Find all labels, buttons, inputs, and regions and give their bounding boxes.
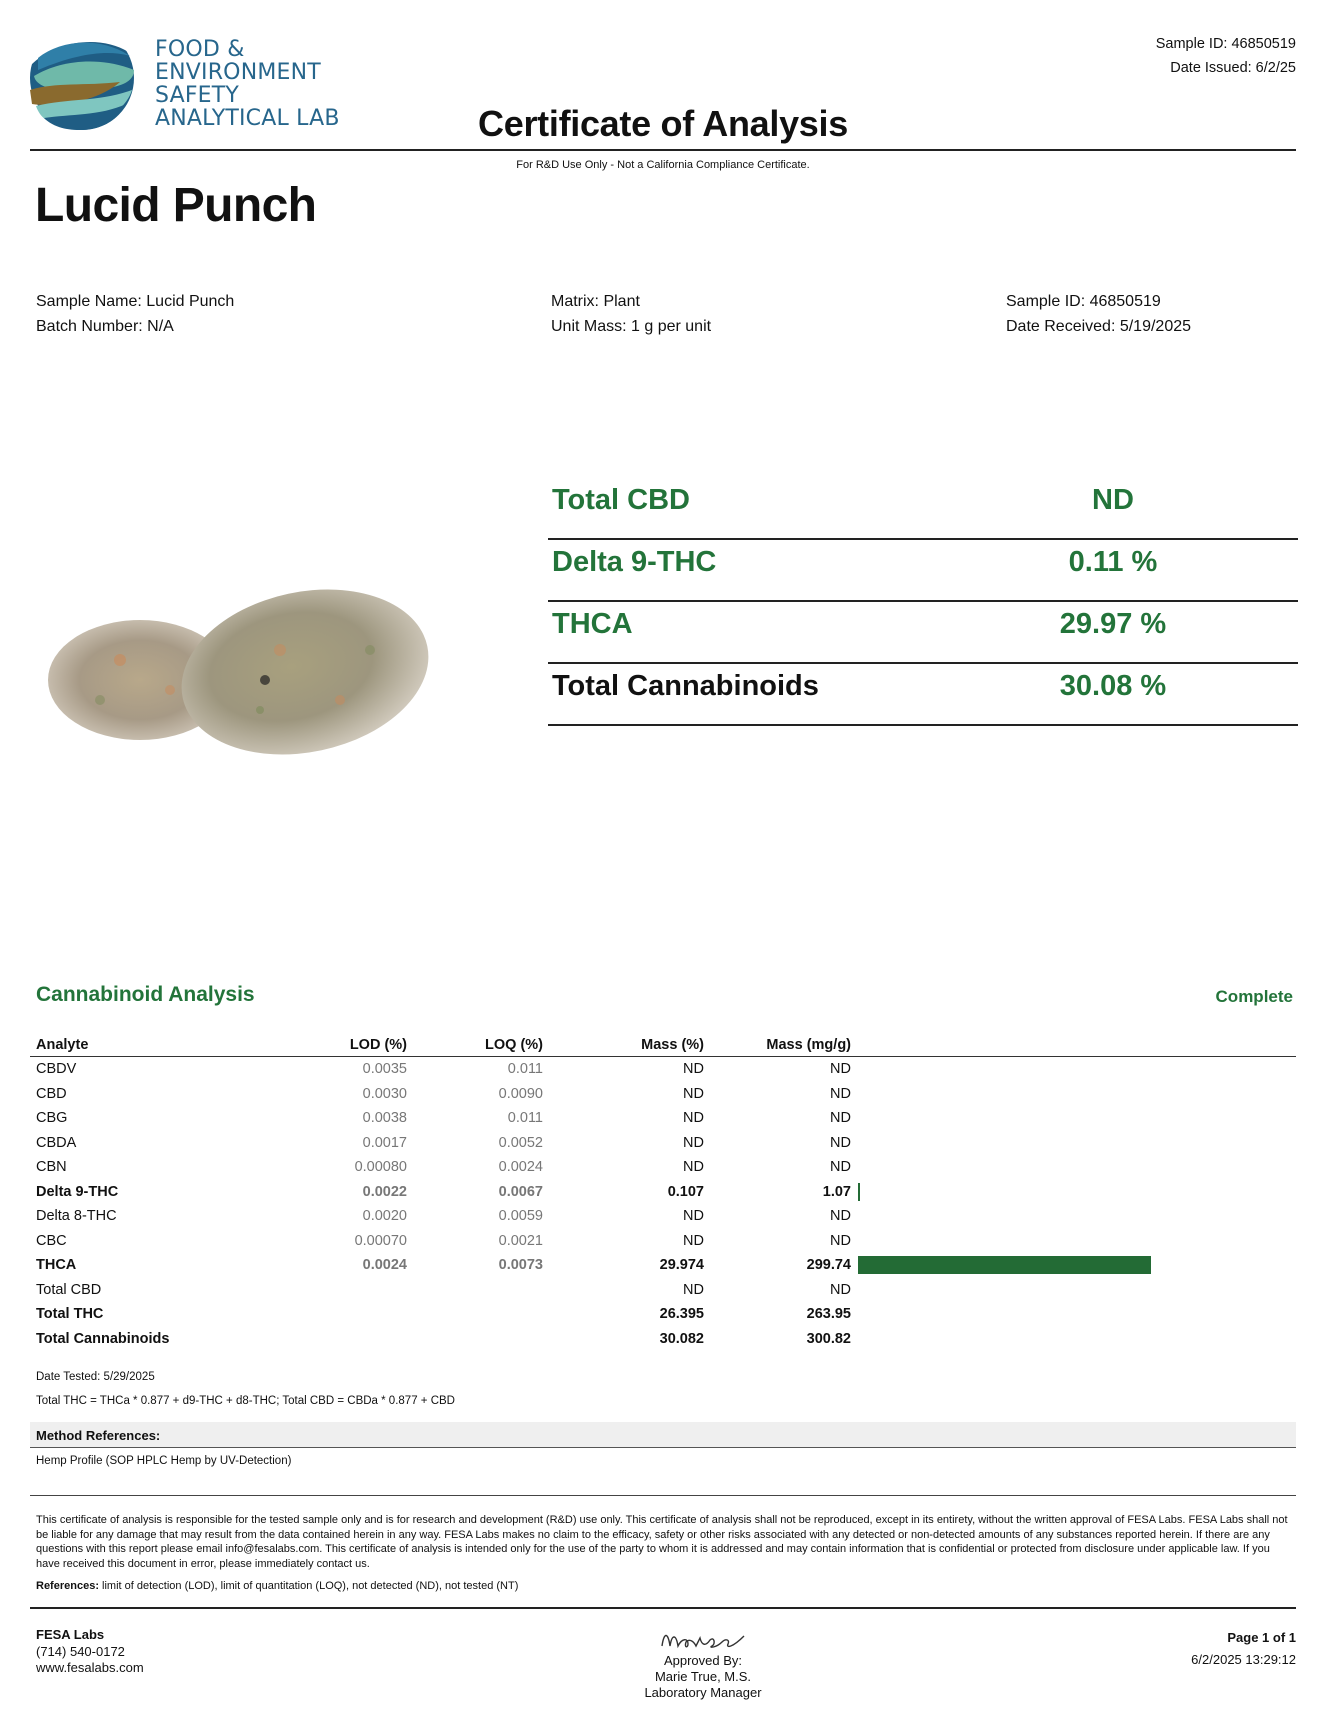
logo-line-4: ANALYTICAL LAB bbox=[155, 106, 340, 131]
table-row bbox=[30, 1082, 1296, 1107]
logo-line-3: SAFETY bbox=[155, 83, 240, 108]
date-received: Date Received: 5/19/2025 bbox=[1006, 318, 1192, 335]
method-header-bar bbox=[30, 1422, 1296, 1448]
cell-loq: 0.0052 bbox=[498, 1134, 543, 1151]
cell-mass-mg: ND bbox=[830, 1110, 851, 1126]
cannabinoid-table bbox=[30, 1037, 1296, 1351]
summary-row bbox=[548, 602, 1298, 664]
cell-mass-mg: ND bbox=[830, 1208, 851, 1224]
cell-mass-pct: 0.107 bbox=[667, 1183, 704, 1200]
table-row bbox=[30, 1204, 1296, 1229]
cell-analyte: Total Cannabinoids bbox=[36, 1330, 170, 1347]
cell-lod: 0.0038 bbox=[362, 1110, 407, 1126]
cell-loq: 0.0024 bbox=[498, 1159, 543, 1175]
summary-label: Total CBD bbox=[552, 484, 691, 516]
cell-mass-pct: ND bbox=[683, 1085, 704, 1102]
date-tested: Date Tested: 5/29/2025 bbox=[36, 1371, 155, 1383]
page-number: Page 1 of 1 bbox=[1227, 1630, 1296, 1645]
table-row bbox=[30, 1302, 1296, 1327]
cell-analyte: CBC bbox=[36, 1232, 67, 1249]
col-lod: LOD (%) bbox=[349, 1037, 407, 1053]
table-header bbox=[30, 1037, 1296, 1057]
cell-lod: 0.00070 bbox=[354, 1232, 407, 1249]
cell-mass-pct: ND bbox=[683, 1208, 704, 1224]
cell-mass-mg: ND bbox=[830, 1134, 851, 1151]
info-column-3 bbox=[1006, 289, 1191, 339]
summary-row bbox=[548, 664, 1298, 726]
summary-value: 29.97 % bbox=[1059, 608, 1167, 640]
cell-loq: 0.0090 bbox=[498, 1085, 543, 1102]
header-meta bbox=[1156, 32, 1296, 80]
cell-mass-pct: 30.082 bbox=[659, 1330, 704, 1347]
footer-divider bbox=[30, 1607, 1296, 1609]
cell-mass-mg: ND bbox=[830, 1159, 851, 1175]
references-label: References: bbox=[36, 1580, 99, 1592]
cell-analyte: Delta 8-THC bbox=[36, 1208, 117, 1224]
table-row bbox=[30, 1327, 1296, 1352]
method-text: Hemp Profile (SOP HPLC Hemp by UV-Detection) bbox=[36, 1455, 292, 1467]
table-body bbox=[30, 1057, 1296, 1351]
table-row bbox=[30, 1106, 1296, 1131]
batch-number: Batch Number: N/A bbox=[36, 318, 174, 335]
cell-analyte: Total THC bbox=[36, 1306, 104, 1322]
info-column-1 bbox=[36, 289, 234, 339]
cell-analyte: CBDA bbox=[36, 1134, 77, 1151]
cell-lod: 0.0022 bbox=[362, 1183, 407, 1200]
rd-note: For R&D Use Only - Not a California Compliance Certificate. bbox=[516, 159, 810, 171]
summary-value: 30.08 % bbox=[1059, 670, 1167, 702]
approver-name: Marie True, M.S. bbox=[654, 1669, 752, 1684]
table-row bbox=[30, 1131, 1296, 1156]
disclaimer: This certificate of analysis is responsible for the tested sample only and is for research and development (R&D) use only. This certificate of analysis shall not be reproduced, except in its entirety, without the written approval of FESA Labs. FESA Labs shall not be liable for any damage that may result from the data contained herein in any way. FESA Labs makes no claim to the efficacy, safety or other risks associated with any detected or non-detected amounts of any substances reported herein. If there are any questions with this report please email info@fesalabs.com. This certificate of analysis is intended only for the use of the party to whom it is addressed and may contain information that is confidential or protected from disclosure under applicable law. If you have received this document in error, please immediately contact us. bbox=[36, 1514, 1288, 1570]
summary-value: ND bbox=[1092, 484, 1134, 516]
phone: (714) 540-0172 bbox=[36, 1643, 125, 1659]
summary-label: THCA bbox=[552, 608, 633, 640]
mass-bar bbox=[858, 1256, 1151, 1274]
table-row bbox=[30, 1180, 1296, 1205]
cell-mass-mg: ND bbox=[830, 1085, 851, 1102]
cell-loq: 0.0067 bbox=[498, 1183, 543, 1200]
summary-label: Total Cannabinoids bbox=[552, 670, 819, 702]
page-title: Certificate of Analysis bbox=[478, 103, 848, 144]
table-row bbox=[30, 1057, 1296, 1082]
cell-mass-mg: ND bbox=[830, 1281, 851, 1298]
cell-loq: 0.011 bbox=[507, 1061, 543, 1077]
cell-mass-pct: ND bbox=[683, 1110, 704, 1126]
cell-loq: 0.0021 bbox=[498, 1232, 543, 1249]
company-name: FESA Labs bbox=[36, 1627, 105, 1642]
logo-line-2: ENVIRONMENT bbox=[155, 60, 321, 85]
info-column-2 bbox=[551, 289, 711, 339]
cell-lod: 0.00080 bbox=[354, 1159, 407, 1175]
cell-lod: 0.0024 bbox=[362, 1257, 407, 1273]
cell-mass-mg: 300.82 bbox=[806, 1330, 851, 1347]
website-link[interactable]: www.fesalabs.com bbox=[36, 1660, 144, 1675]
summary-value: 0.11 % bbox=[1068, 546, 1158, 578]
cell-analyte: CBN bbox=[36, 1159, 67, 1175]
cell-analyte: Total CBD bbox=[36, 1281, 102, 1298]
info-sample-id: Sample ID: 46850519 bbox=[1006, 293, 1161, 310]
disclaimer-divider bbox=[30, 1495, 1296, 1496]
cell-mass-mg: ND bbox=[830, 1061, 851, 1077]
approved-by: Approved By: bbox=[663, 1653, 743, 1668]
cell-lod: 0.0020 bbox=[362, 1208, 407, 1224]
cell-analyte: Delta 9-THC bbox=[36, 1183, 119, 1200]
header-divider bbox=[30, 149, 1296, 151]
total-formula: Total THC = THCa * 0.877 + d9-THC + d8-THC; Total CBD = CBDa * 0.877 + CBD bbox=[36, 1395, 455, 1407]
cell-mass-pct: ND bbox=[683, 1159, 704, 1175]
cell-analyte: CBG bbox=[36, 1110, 68, 1126]
cell-mass-pct: ND bbox=[683, 1134, 704, 1151]
cell-mass-pct: ND bbox=[683, 1232, 704, 1249]
table-row bbox=[30, 1253, 1296, 1278]
cell-mass-mg: 263.95 bbox=[806, 1306, 851, 1322]
table-row bbox=[30, 1278, 1296, 1303]
summary-row bbox=[548, 478, 1298, 540]
col-mass-mg: Mass (mg/g) bbox=[766, 1037, 851, 1053]
col-mass-pct: Mass (%) bbox=[641, 1037, 704, 1053]
cell-mass-pct: ND bbox=[683, 1061, 704, 1077]
product-photo bbox=[40, 580, 440, 800]
table-row bbox=[30, 1155, 1296, 1180]
table-row bbox=[30, 1229, 1296, 1254]
footer-page-info bbox=[1191, 1627, 1296, 1671]
references bbox=[36, 1580, 518, 1592]
summary-row bbox=[548, 540, 1298, 602]
header-date-issued: Date Issued: 6/2/25 bbox=[1170, 60, 1296, 76]
matrix: Matrix: Plant bbox=[551, 293, 640, 310]
cell-mass-mg: 1.07 bbox=[822, 1183, 851, 1200]
header-sample-id: Sample ID: 46850519 bbox=[1155, 36, 1296, 52]
cell-lod: 0.0030 bbox=[362, 1085, 407, 1102]
signature bbox=[658, 1626, 748, 1652]
product-title: Lucid Punch bbox=[35, 179, 317, 232]
potency-summary bbox=[548, 478, 1298, 726]
cell-loq: 0.0059 bbox=[498, 1208, 543, 1224]
cell-mass-pct: ND bbox=[683, 1281, 704, 1298]
sample-name: Sample Name: Lucid Punch bbox=[36, 293, 235, 310]
status-badge: Complete bbox=[1215, 987, 1293, 1006]
cell-lod: 0.0017 bbox=[362, 1134, 407, 1151]
col-loq: LOQ (%) bbox=[485, 1037, 543, 1053]
col-analyte: Analyte bbox=[36, 1037, 89, 1053]
approver-title: Laboratory Manager bbox=[644, 1685, 762, 1700]
summary-label: Delta 9-THC bbox=[552, 546, 717, 578]
cell-lod: 0.0035 bbox=[362, 1061, 407, 1077]
print-timestamp: 6/2/2025 13:29:12 bbox=[1191, 1652, 1296, 1667]
approval-block bbox=[563, 1626, 843, 1701]
footer-contact bbox=[36, 1627, 144, 1677]
cell-analyte: CBD bbox=[36, 1085, 67, 1102]
cell-mass-mg: 299.74 bbox=[806, 1257, 851, 1273]
cell-loq: 0.0073 bbox=[498, 1257, 543, 1273]
unit-mass: Unit Mass: 1 g per unit bbox=[551, 318, 712, 335]
cell-mass-mg: ND bbox=[830, 1232, 851, 1249]
mass-bar bbox=[858, 1183, 860, 1201]
cell-mass-pct: 26.395 bbox=[659, 1306, 704, 1322]
cell-loq: 0.011 bbox=[507, 1110, 543, 1126]
cell-analyte: THCA bbox=[36, 1257, 77, 1273]
method-heading: Method References: bbox=[36, 1428, 161, 1443]
references-text: limit of detection (LOD), limit of quantitation (LOQ), not detected (ND), not tested (NT) bbox=[98, 1580, 519, 1592]
logo-line-1: FOOD & bbox=[155, 37, 245, 62]
cell-mass-pct: 29.974 bbox=[659, 1257, 704, 1273]
section-title: Cannabinoid Analysis bbox=[36, 983, 255, 1006]
cell-analyte: CBDV bbox=[36, 1061, 77, 1077]
